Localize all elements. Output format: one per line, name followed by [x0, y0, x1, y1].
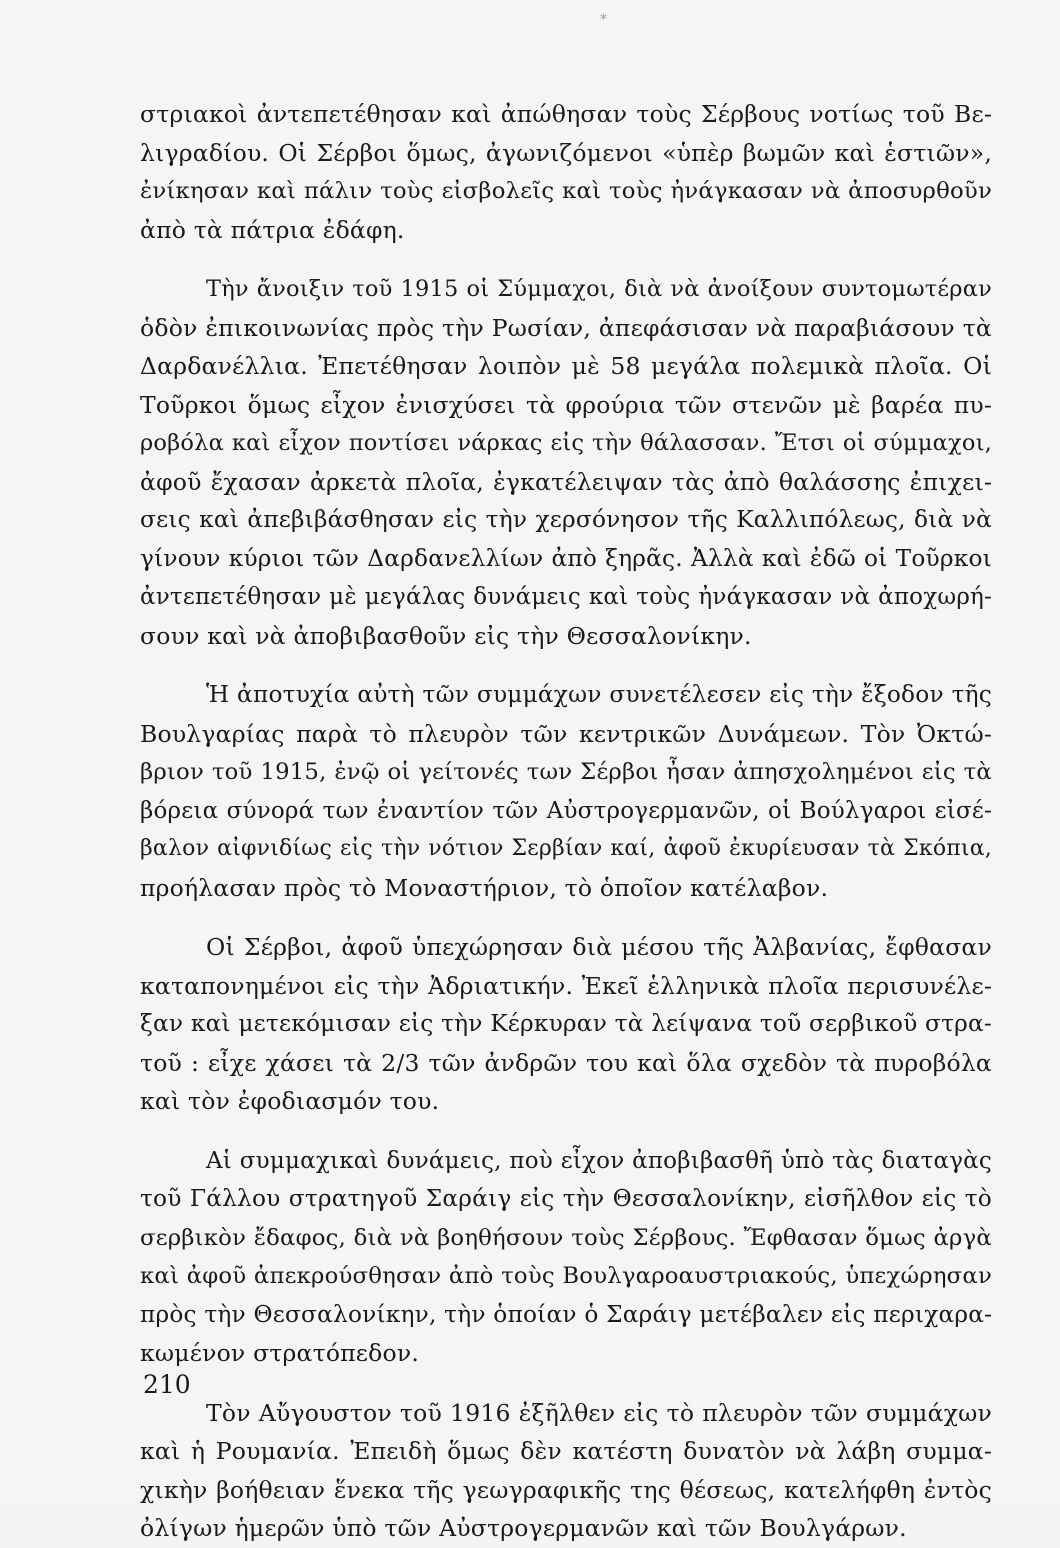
text-line: προήλασαν πρὸς τὸ Μοναστήριον, τὸ ὁποῖον κατέλαβον.	[140, 873, 829, 902]
text-line: βριον τοῦ 1915, ἐνῷ οἱ γείτονές των Σέρβοι ἦσαν ἀπησχολημένοι εἰς τὰ	[140, 759, 992, 785]
text-line: στριακοὶ ἀντεπετέθησαν καὶ ἀπώθησαν τοὺς Σέρβους νοτίως τοῦ Βε-	[140, 100, 992, 128]
text-line: πρὸς τὴν Θεσσαλονίκην, τὴν ὁποίαν ὁ Σαράιγ μετέβαλεν εἰς περιχαρα-	[140, 1300, 993, 1328]
paragraph	[140, 270, 992, 655]
text-line: ἐνίκησαν καὶ πάλιν τοὺς εἰσβολεῖς καὶ τοὺς ἠνάγκασαν νὰ ἀποσυρθοῦν	[140, 178, 992, 204]
text-line: καταπονημένοι εἰς τὴν Ἀδριατικήν. Ἐκεῖ ἑλληνικὰ πλοῖα περισυνέλε-	[140, 971, 992, 1000]
text-line: σερβικὸν ἔδαφος, διὰ νὰ βοηθήσουν τοὺς Σέρβους. Ἔφθασαν ὅμως ἀργὰ	[140, 1224, 992, 1251]
body-text	[140, 95, 992, 1548]
text-line: ξαν καὶ μετεκόμισαν εἰς τὴν Κέρκυραν τὰ λείψανα τοῦ σερβικοῦ στρα-	[140, 1010, 992, 1037]
text-line: Τὸν Αὔγουστον τοῦ 1916 ἐξῆλθεν εἰς τὸ πλευρὸν τῶν συμμάχων	[206, 1398, 992, 1427]
text-line: ἀφοῦ ἔχασαν ἀρκετὰ πλοῖα, ἐγκατέλειψαν τὰς ἀπὸ θαλάσσης ἐπιχει-	[140, 467, 992, 496]
text-line: καὶ τὸν ἐφοδιασμόν του.	[140, 1087, 440, 1115]
text-line: Ἡ ἀποτυχία αὐτὴ τῶν συμμάχων συνετέλεσεν εἰς τὴν ἔξοδον τῆς	[206, 681, 992, 708]
text-line: Δαρδανέλλια. Ἐπετέθησαν λοιπὸν μὲ 58 μεγάλα πολεμικὰ πλοῖα. Οἱ	[140, 352, 992, 380]
top-print-mark: *	[600, 12, 607, 28]
text-line: ἀπὸ τὰ πάτρια ἐδάφη.	[140, 215, 405, 244]
paragraph	[140, 676, 992, 907]
text-line: Οἱ Σέρβοι, ἀφοῦ ὑπεχώρησαν διὰ μέσου τῆς Ἀλβανίας, ἔφθασαν	[206, 933, 992, 961]
page-number: 210	[143, 1370, 191, 1399]
text-line: χικὴν βοήθειαν ἕνεκα τῆς γεωγραφικῆς της θέσεως, κατελήφθη ἐντὸς	[140, 1475, 992, 1504]
text-line: γίνουν κύριοι τῶν Δαρδανελλίων ἀπὸ ξηρᾶς. Ἀλλὰ καὶ ἐδῶ οἱ Τοῦρκοι	[140, 544, 992, 572]
text-line: Τοῦρκοι ὅμως εἶχον ἐνισχύσει τὰ φρούρια τῶν στενῶν μὲ βαρέα πυ-	[140, 390, 992, 419]
text-line: ἀντεπετέθησαν μὲ μεγάλας δυνάμεις καὶ τοὺς ἠνάγκασαν νὰ ἀποχωρή-	[140, 584, 992, 610]
text-line: Τὴν ἄνοιξιν τοῦ 1915 οἱ Σύμμαχοι, διὰ νὰ ἀνοίξουν συντομωτέραν	[206, 276, 992, 302]
text-line: ὀλίγων ἡμερῶν ὑπὸ τῶν Αὐστρογερμανῶν καὶ τῶν Βουλγάρων.	[140, 1514, 907, 1542]
text-line: βαλον αἰφνιδίως εἰς τὴν νότιον Σερβίαν καί, ἀφοῦ ἐκυρίευσαν τὰ Σκόπια,	[140, 836, 992, 861]
text-line: κωμένον στρατόπεδον.	[140, 1339, 420, 1367]
paragraph	[140, 1394, 992, 1548]
text-line: καὶ ἡ Ρουμανία. Ἐπειδὴ ὅμως δὲν κατέστη δυνατὸν νὰ λάβη συμμα-	[140, 1437, 992, 1465]
paragraph	[140, 1142, 992, 1373]
paragraph	[140, 95, 992, 249]
text-line: ὁδὸν ἐπικοινωνίας πρὸς τὴν Ρωσίαν, ἀπεφάσισαν νὰ παραβιάσουν τὰ	[140, 313, 992, 342]
text-line: τοῦ : εἶχε χάσει τὰ 2/3 τῶν ἀνδρῶν του καὶ ὅλα σχεδὸν τὰ πυροβόλα	[140, 1048, 992, 1077]
text-line: καὶ ἀφοῦ ἀπεκρούσθησαν ἀπὸ τοὺς Βουλγαροαυστριακούς, ὑπεχώρησαν	[140, 1263, 992, 1289]
text-line: σεις καὶ ἀπεβιβάσθησαν εἰς τὴν χερσόνησον τῆς Καλλιπόλεως, διὰ νὰ	[140, 506, 992, 533]
text-line: Αἱ συμμαχικαὶ δυνάμεις, ποὺ εἶχον ἀποβιβασθῆ ὑπὸ τὰς διαταγὰς	[206, 1147, 992, 1174]
text-line: σουν καὶ νὰ ἀποβιβασθοῦν εἰς τὴν Θεσσαλονίκην.	[140, 621, 752, 650]
paragraph	[140, 928, 992, 1121]
text-line: λιγραδίου. Οἱ Σέρβοι ὅμως, ἀγωνιζόμενοι «ὑπὲρ βωμῶν καὶ ἑστιῶν»,	[140, 138, 992, 167]
text-line: τοῦ Γάλλου στρατηγοῦ Σαράιγ εἰς τὴν Θεσσαλονίκην, εἰσῆλθον εἰς τὸ	[140, 1185, 992, 1212]
text-line: Βουλγαρίας παρὰ τὸ πλευρὸν τῶν κεντρικῶν Δυνάμεων. Τὸν Ὀκτώ-	[140, 719, 992, 748]
text-line: ροβόλα καὶ εἶχον ποντίσει νάρκας εἰς τὴν θάλασσαν. Ἔτσι οἱ σύμμαχοι,	[140, 430, 992, 456]
text-line: βόρεια σύνορά των ἐναντίον τῶν Αὐστρογερμανῶν, οἱ Βούλγαροι εἰσέ-	[140, 797, 992, 824]
